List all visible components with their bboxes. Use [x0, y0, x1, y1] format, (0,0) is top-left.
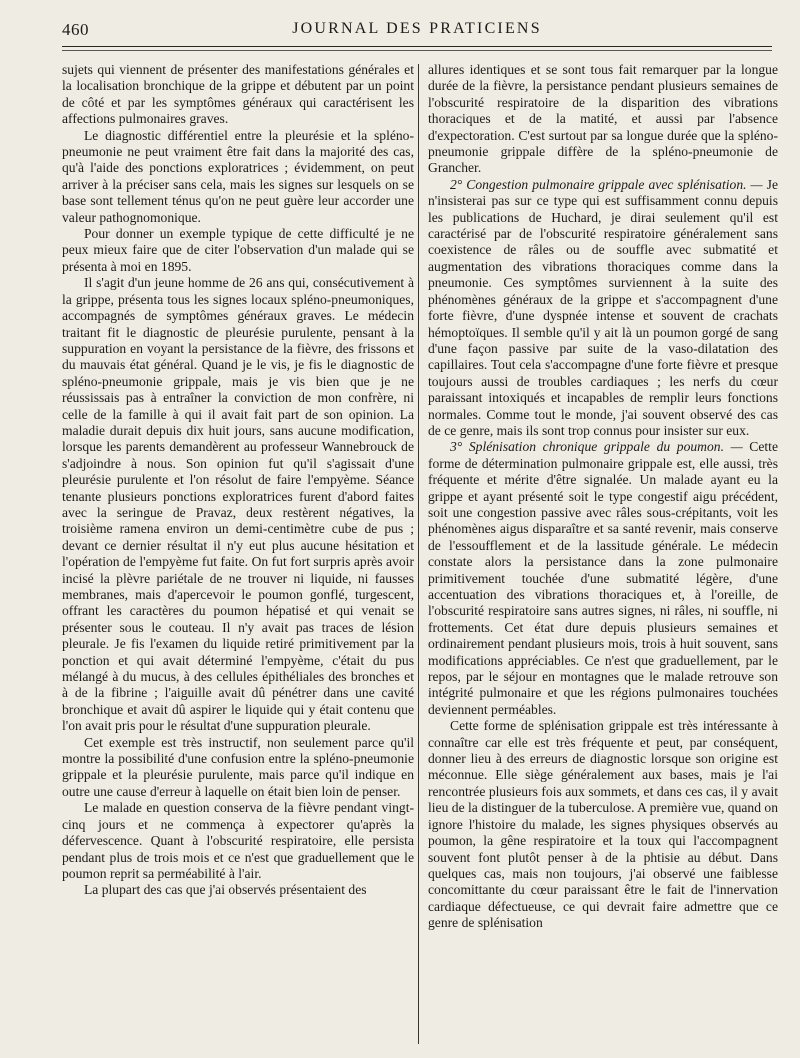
section-body: Je n'insisterai pas sur ce type qui est suffisamment connu depuis les publications de Huchard, je dirai seulement qu'il est caractérisé par de l'obscurité respiratoire généralement sans coexistence de râles ou de souffle avec submatité et augmentation des vibrations thoraciques comme dans la pneumonie. Ces symptômes surviennent à la suite des phénomènes généraux de la grippe et s'accompagnent d'une forte fièvre, d'une dyspnée intense et souvent de crachats hémoptoïques. Il semble qu'il y ait là un poumon gorgé de sang d'une façon passive par suite de la vaso-dilatation des capillaires. Tout cela s'accompagne d'une forte fièvre et presque toujours aussi de troubles cardiaques ; les nerfs du cœur paraissant intoxiqués et incapables de remplir leurs fonctions normales. Comme tout le monde, j'ai souvent observé des cas de ce genre, mais ils sont trop connus pour insister sur eux.	[428, 176, 778, 438]
paragraph: Il s'agit d'un jeune homme de 26 ans qui, consécutivement à la grippe, présenta tous les signes locaux spléno-pneumoniques, accompagnés de symptômes généraux graves. Le médecin traitant fit le diagnostic de pleurésie purulente, pensant à la suppuration en voyant la persistance de la fièvre, des frissons et du mauvais état général. Quand je le vis, je fis le diagnostic de spléno-pneumonie grippale, mais je vis bien que je ne réussissais pas à entraîner la conviction de mon confrère, ni celle de la famille à qui il avait fait part de son opinion. La maladie durait depuis dix huit jours, sans aucune modification, lorsque les parents demandèrent au professeur Wannebrouck de s'adjoindre à nous. Son opinion fut qu'il s'agissait d'une pleurésie purulente et l'on résolut de faire l'empyème. Séance tenante plusieurs ponctions exploratrices furent d'abord faites avec la seringue de Pravaz, deux restèrent négatives, la troisième ramena environ un demi-centimètre cube de pus ; devant ce dernier résultat il n'y eut plus aucune hésitation et l'opération de l'empyème fut faite. On fut fort surpris après avoir incisé la plèvre pariétale de ne trouver ni liquide, ni fausses membranes, mais d'apercevoir le poumon gonflé, turgescent, offrant les caractères du poumon hépatisé et qui venait se présenter sous le couteau. Il n'y avait pas traces de lésion pleurale. Je fis l'examen du liquide retiré primitivement par la ponction et qui avait déterminé l'empyème, c'était du pus mélangé à du mucus, à des cellules épithéliales des bronches et à de la fibrine ; l'aiguille avait dû pénétrer dans une cavité bronchique et avait dû aspirer le liquide qui y était contenu que l'on avait pris pour le résultat d'une suppuration pleurale.	[62, 275, 414, 734]
header-rule-thin	[62, 50, 772, 51]
section-heading: 3° Splénisation chronique grippale du poumon. —	[450, 439, 743, 455]
section-body: Cette forme de détermination pulmonaire grippale est, elle aussi, très fréquente et mérite d'être signalée. Un malade ayant eu la grippe et ayant présenté soit le type congestif aigu précédent, soit une congestion passive avec râles sous-crépitants, voit les phénomènes aigus disparaître et sa santé revenir, mais conserve de l'essoufflement et de la lassitude générale. Le médecin constate alors la persistance dans la zone pulmonaire primitivement touchée d'une submatité légère, d'une accentuation des vibrations thoraciques et, à l'oreille, de l'obscurité respiratoire sans autres signes, ni râles, ni souffle, ni frottements. Cet état dure depuis plusieurs semaines et ordinairement pendant plusieurs mois, trois à huit souvent, sans modifications appréciables. Ce n'est que graduellement, par le repos, par le séjour en montagnes que le malade retrouve son intégrité pulmonaire et que les régions pulmonaires touchées deviennent perméables.	[428, 439, 778, 717]
paragraph	[428, 439, 778, 718]
header-rule	[62, 46, 772, 47]
paragraph: Le malade en question conserva de la fièvre pendant vingt-cinq jours et ne commença à expectorer qu'après la défervescence. Quant à l'obscurité respiratoire, elle persista pendant plus de trois mois et ce n'est que graduellement que le poumon reprit sa perméabilité à l'air.	[62, 800, 414, 881]
page-number: 460	[62, 20, 89, 39]
paragraph: Cet exemple est très instructif, non seulement parce qu'il montre la possibilité d'une confusion entre la spléno-pneumonie grippale et la pleurésie purulente, mais parce qu'il indique en outre une cause d'erreur à laquelle on était bien loin de penser.	[62, 734, 414, 799]
section-heading: 2° Congestion pulmonaire grippale avec splénisation. —	[450, 176, 763, 192]
paragraph: allures identiques et se sont tous fait remarquer par la longue durée de la fièvre, la persistance pendant plusieurs semaines de l'obscurité respiratoire de la disparition des vibrations thoraciques et de la matité, et aussi par l'absence d'expectoration. C'est surtout par sa longue durée que la spléno-pneumonie grippale diffère de la spléno-pneumonie de Grancher.	[428, 62, 778, 176]
paragraph: La plupart des cas que j'ai observés présentaient des	[84, 882, 367, 898]
right-column	[428, 62, 778, 932]
paragraph: Pour donner un exemple typique de cette difficulté je ne peux mieux faire que de citer l'observation d'un malade qui se présenta à moi en 1895.	[62, 226, 414, 274]
paragraph: Le diagnostic différentiel entre la pleurésie et la spléno-pneumonie ne peut vraiment être fait dans la majorité des cas, qu'à l'aide des ponctions exploratrices ; évidemment, on peut arriver à la préciser sans cela, mais les signes sur lesquels on se base sont tellement ténus qu'on ne peut guère leur accorder une valeur pathognomonique.	[62, 127, 414, 225]
column-divider	[418, 64, 419, 1044]
paragraph: sujets qui viennent de présenter des manifestations générales et la localisation bronchique de la grippe et débutent par un point de côté et par les symptômes généraux qui caractérisent les affections pulmonaires graves.	[62, 62, 414, 127]
page-header	[62, 18, 772, 46]
paragraph	[428, 177, 778, 440]
paragraph: Cette forme de splénisation grippale est très intéressante à connaître car elle est très fréquente et peut, par conséquent, donner lieu à des erreurs de diagnostic lorsque son origine est méconnue. Elle siège généralement aux bases, mais je l'ai rencontrée plusieurs fois aux sommets, et dans ces cas, il y avait lieu de la distinguer de la tuberculose. A première vue, quand on ignore l'histoire du malade, les signes physiques observés au poumon, la gêne respiratoire et la toux qui l'accompagnent souvent font plutôt penser à de la phtisie au début. Dans quelques cas, mais non toujours, j'ai observé une faiblesse concomittante du cœur paraissant être le fait de l'innervation cardiaque défectueuse, ce qui devrait faire admettre que ce genre de splénisation	[428, 718, 778, 931]
running-title: JOURNAL DES PRATICIENS	[292, 20, 542, 37]
left-column	[62, 62, 414, 899]
